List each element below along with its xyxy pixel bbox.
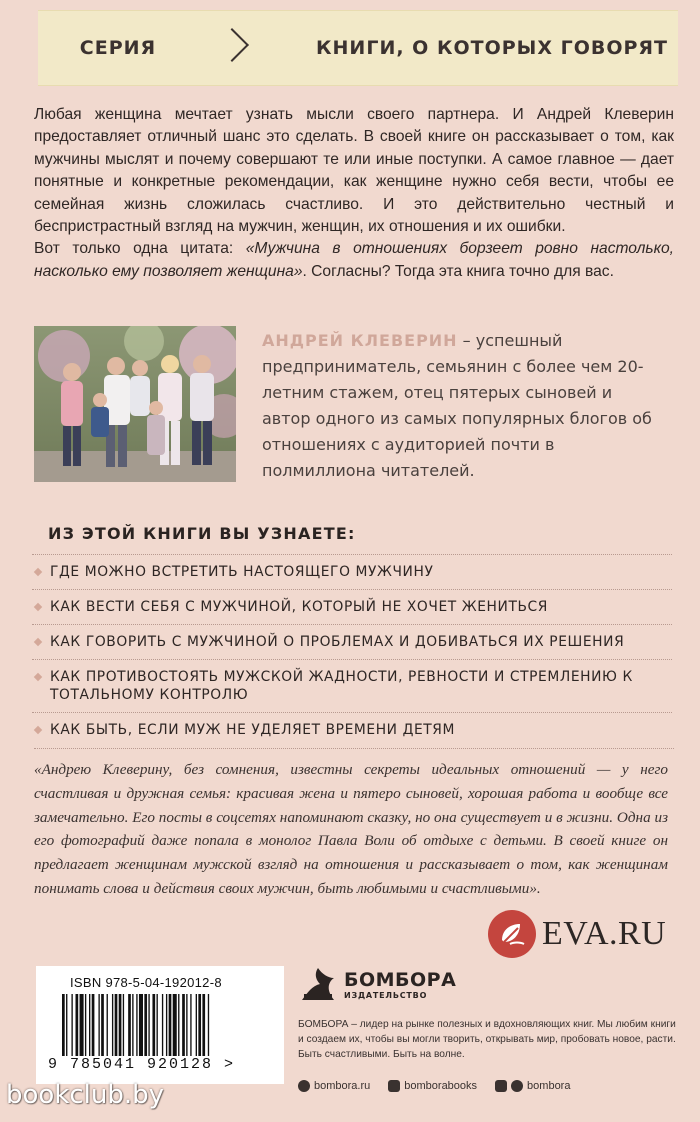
barcode-bar: [112, 994, 113, 1056]
barcode-bar: [166, 994, 167, 1056]
barcode-bar: [98, 994, 99, 1056]
barcode-bar: [139, 994, 143, 1056]
vk-icon: [388, 1080, 400, 1092]
isbn-text: ISBN 978-5-04-192012-8: [70, 975, 222, 990]
bombora-wave-icon: [298, 964, 338, 1004]
telegram-icon: [511, 1080, 523, 1092]
barcode-bar: [186, 994, 187, 1056]
barcode-bar: [62, 994, 65, 1056]
learn-list: [32, 554, 672, 747]
barcode-bar: [128, 994, 131, 1056]
quote-text: «Мужчина в отношениях борзеет ровно настолько, насколько ему позволяет женщина»: [34, 240, 674, 280]
barcode-bars: [60, 994, 266, 1056]
learn-title: ИЗ ЭТОЙ КНИГИ ВЫ УЗНАЕТЕ:: [48, 524, 356, 543]
bombora-sub: ИЗДАТЕЛЬСТВО: [344, 990, 428, 1000]
barcode-bar: [85, 994, 86, 1056]
barcode-bar: [182, 994, 185, 1056]
social-item-site: [298, 1080, 370, 1092]
bombora-logo: [298, 964, 456, 1004]
list-item: КАК ГОВОРИТЬ С МУЖЧИНОЙ О ПРОБЛЕМАХ И ДОБИВАТЬСЯ ИХ РЕШЕНИЯ: [32, 624, 672, 659]
social-label: bomborabooks: [404, 1080, 478, 1092]
author-bio-text: – успешный предприниматель, семьянин с более чем 20-летним стажем, отец пятерых сыновей и автор одного из самых популярных блогов об отношениях с аудиторией почти в полмиллиона читателей.: [262, 331, 652, 480]
barcode-bar: [202, 994, 205, 1056]
eva-ru-logo: [488, 910, 666, 958]
intro-quote-paragraph: [34, 238, 674, 283]
barcode-bar: [80, 994, 84, 1056]
barcode-bar: [190, 994, 191, 1056]
bombora-name: БОМБОРА: [344, 968, 457, 991]
author-bio: [262, 328, 662, 484]
quote-lead: Вот только одна цитата:: [34, 240, 246, 258]
divider: [34, 748, 674, 749]
eva-ru-text: EVA.RU: [542, 915, 667, 952]
author-family-photo: [34, 326, 236, 482]
barcode-bar: [101, 994, 104, 1056]
barcode-bar: [162, 994, 163, 1056]
publisher-description: БОМБОРА – лидер на рынке полезных и вдохновляющих книг. Мы любим книги и создаем их, чтобы вы могли творить, открывать мир, пробовать новое, расти. Быть счастливыми. Быть на волне.: [298, 1019, 676, 1060]
barcode-bar: [198, 994, 201, 1056]
publisher-social-links: [298, 1080, 570, 1092]
family-photo-illustration: [34, 326, 236, 482]
instagram-icon: [298, 1080, 310, 1092]
author-name: АНДРЕЙ КЛЕВЕРИН: [262, 331, 458, 350]
bombora-name-wrap: [344, 969, 456, 1000]
barcode-bar: [71, 994, 72, 1056]
list-item: КАК ПРОТИВОСТОЯТЬ МУЖСКОЙ ЖАДНОСТИ, РЕВНОСТИ И СТРЕМЛЕНИЮ К ТОТАЛЬНОМУ КОНТРОЛЮ: [32, 659, 672, 712]
barcode-bar: [76, 994, 79, 1056]
intro-text: [34, 104, 674, 283]
list-item: КАК ВЕСТИ СЕБЯ С МУЖЧИНОЙ, КОТОРЫЙ НЕ ХОЧЕТ ЖЕНИТЬСЯ: [32, 589, 672, 624]
barcode-bar: [152, 994, 155, 1056]
chevron-right-icon: [214, 23, 264, 73]
youtube-icon: [495, 1080, 507, 1092]
barcode-bar: [119, 994, 122, 1056]
intro-paragraph: Любая женщина мечтает узнать мысли своего партнера. И Андрей Клеверин предоставляет отличный шанс это сделать. В своей книге он рассказывает о том, как мужчины мыслят и почему совершают те или иные поступки. А самое главное — дает понятные и конкретные рекомендации, как женщине нужно себя вести, чтобы ее семейная жизнь сложилась счастливо. И это действительно честный и беспристрастный взгляд на мужчин, женщин, их отношения и их ошибки.: [34, 106, 674, 236]
barcode-bar: [92, 994, 95, 1056]
social-item-youtube-telegram: [495, 1080, 570, 1092]
barcode-bar: [173, 994, 177, 1056]
quote-tail: . Согласны? Тогда эта книга точно для вас.: [302, 262, 614, 280]
barcode-bar: [123, 994, 124, 1056]
list-item: КАК БЫТЬ, ЕСЛИ МУЖ НЕ УДЕЛЯЕТ ВРЕМЕНИ ДЕТЯМ: [32, 712, 672, 747]
barcode-bar: [157, 994, 158, 1056]
series-banner: [38, 10, 678, 86]
series-name: КНИГИ, О КОТОРЫХ ГОВОРЯТ: [316, 37, 669, 59]
barcode-bar: [144, 994, 147, 1056]
barcode-bar: [148, 994, 149, 1056]
eva-leaf-icon: [488, 910, 536, 958]
barcode: [36, 966, 284, 1084]
barcode-bar: [169, 994, 172, 1056]
review-quote: «Андрею Клеверину, без сомнения, известны секреты идеальных отношений — у него счастливая и дружная семья: красивая жена и пятеро сыновей, хорошая работа и вообще все замечательно. Его посты в соцсетях напоминают сказку, но она существует и в жизни. Одна из его фотографий даже попала в монолог Павла Воли об отдыхе с детьми. В своей книге он предлагает женщинам мужской взгляд на отношения и рассказывает о том, как женщинам понимать слова и действия своих мужчин, быть любимыми и счастливыми».: [34, 761, 668, 897]
barcode-bar: [107, 994, 108, 1056]
barcode-bar: [136, 994, 137, 1056]
barcode-bar: [89, 994, 90, 1056]
barcode-digits: 9 785041 920128 >: [48, 1056, 236, 1073]
social-item-vk: [388, 1080, 477, 1092]
series-label: СЕРИЯ: [79, 37, 157, 59]
social-label: bombora: [527, 1080, 571, 1092]
social-label: bombora.ru: [314, 1080, 371, 1092]
barcode-bar: [178, 994, 179, 1056]
barcode-bar: [208, 994, 209, 1056]
list-item: ГДЕ МОЖНО ВСТРЕТИТЬ НАСТОЯЩЕГО МУЖЧИНУ: [32, 554, 672, 589]
barcode-bar: [66, 994, 67, 1056]
barcode-bar: [196, 994, 197, 1056]
watermark: bookclub.by: [6, 1080, 165, 1110]
barcode-bar: [115, 994, 118, 1056]
barcode-bar: [132, 994, 133, 1056]
